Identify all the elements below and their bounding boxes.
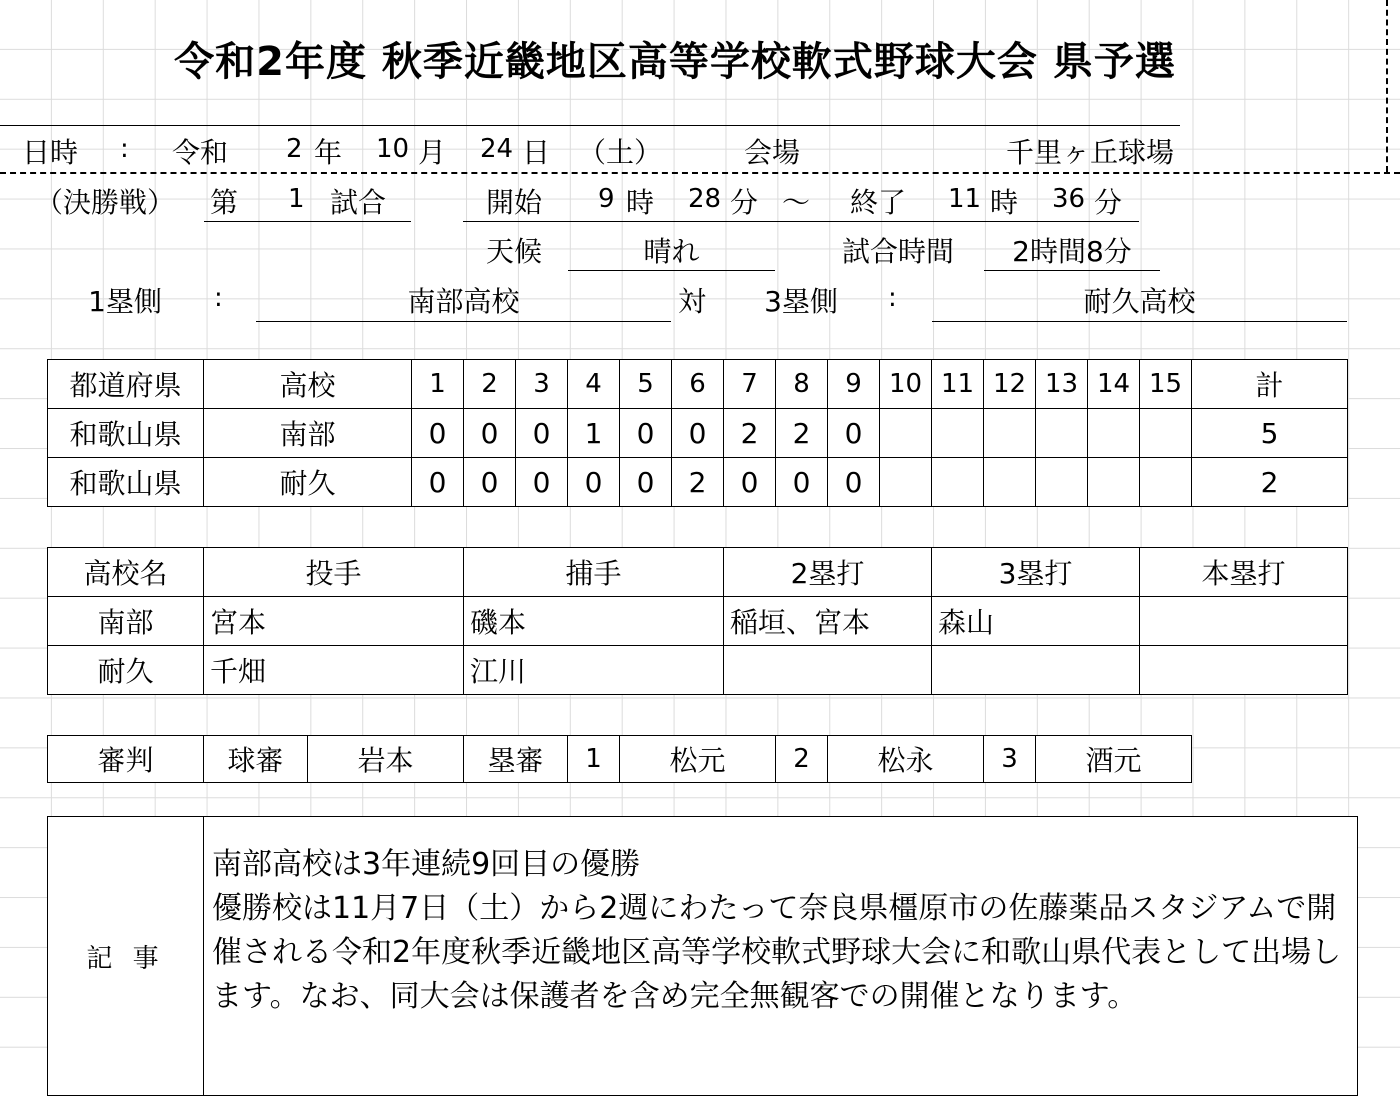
tilde: ～ [782, 186, 811, 219]
third-base-umpire: 酒元 [1036, 736, 1192, 783]
weekday: （土） [578, 136, 663, 169]
catcher: 江川 [464, 646, 724, 695]
inning-header: 9 [828, 360, 880, 409]
players-header-row [48, 548, 1348, 597]
inning-score: 0 [568, 458, 620, 507]
team-total: 5 [1192, 409, 1348, 458]
venue: 千里ヶ丘球場 [1005, 136, 1174, 169]
umpires-row [48, 736, 1192, 783]
inning-score: 0 [412, 458, 464, 507]
article-line-2: 優勝校は11月7日（土）から2週にわたって奈良県橿原市の佐藤薬品スタジアムで開催される令和2年度秋季近畿地区高等学校軟式野球大会に和歌山県代表として出場します。なお、同大会は保護者を含め完全無観客での開催となります。 [212, 891, 1342, 1014]
pitcher: 千畑 [204, 646, 464, 695]
triples [932, 646, 1140, 695]
score-row [48, 409, 1348, 458]
scoreboard-table [47, 359, 1348, 507]
base-umpire-label: 塁審 [464, 736, 568, 783]
inning-header: 11 [932, 360, 984, 409]
start-minute-unit: 分 [730, 186, 759, 219]
first-base-colon: : [214, 283, 223, 313]
pitcher: 宮本 [204, 597, 464, 646]
duration-underline [984, 270, 1160, 271]
weather-label: 天候 [486, 235, 543, 268]
header-double: 2塁打 [724, 548, 932, 597]
inning-header: 12 [984, 360, 1036, 409]
header-catcher: 捕手 [464, 548, 724, 597]
game-number: 1 [288, 184, 305, 214]
first-base-underline [256, 321, 671, 322]
inning-header: 6 [672, 360, 724, 409]
header-triple: 3塁打 [932, 548, 1140, 597]
homeruns [1140, 646, 1348, 695]
players-table [47, 547, 1348, 695]
first-base-team: 南部高校 [407, 285, 520, 318]
weather-underline [568, 270, 775, 271]
inning-score: 0 [620, 409, 672, 458]
inning-score [1140, 458, 1192, 507]
players-row [48, 646, 1348, 695]
era: 令和 [172, 136, 229, 169]
inning-score: 0 [516, 458, 568, 507]
inning-score: 0 [776, 458, 828, 507]
inning-score: 2 [776, 409, 828, 458]
second-base-umpire: 松永 [828, 736, 984, 783]
article-line-1: 南部高校は3年連続9回目の優勝 [212, 847, 641, 882]
inning-score: 0 [672, 409, 724, 458]
inning-score: 0 [828, 409, 880, 458]
inning-header: 15 [1140, 360, 1192, 409]
month: 10 [376, 134, 410, 164]
inning-header: 13 [1036, 360, 1088, 409]
inning-score [1088, 458, 1140, 507]
third-base-team: 耐久高校 [1083, 285, 1196, 318]
plate-umpire: 岩本 [308, 736, 464, 783]
date-colon: : [120, 134, 129, 164]
catcher: 磯本 [464, 597, 724, 646]
header-school-name: 高校名 [48, 548, 204, 597]
vs: 対 [678, 285, 707, 318]
third-base-underline [932, 321, 1347, 322]
team-school: 耐久 [204, 458, 412, 507]
team-pref: 和歌山県 [48, 409, 204, 458]
first-base-umpire-number: 1 [568, 736, 620, 783]
first-base-label: 1塁側 [88, 285, 162, 318]
time-underline [463, 221, 1139, 222]
inning-header: 2 [464, 360, 516, 409]
team-school: 南部 [204, 409, 412, 458]
article-label: 記 事 [48, 817, 204, 1096]
inning-score [932, 409, 984, 458]
inning-score: 2 [724, 409, 776, 458]
plate-umpire-label: 球審 [204, 736, 308, 783]
page-break-vertical [1386, 0, 1388, 172]
header-pref: 都道府県 [48, 360, 204, 409]
start-label: 開始 [486, 186, 543, 219]
inning-header: 1 [412, 360, 464, 409]
year-unit: 年 [314, 136, 343, 169]
game-underline [204, 221, 411, 222]
end-label: 終了 [850, 186, 907, 219]
end-minute-unit: 分 [1094, 186, 1123, 219]
doubles [724, 646, 932, 695]
article-body [204, 817, 1358, 1096]
inning-header: 10 [880, 360, 932, 409]
first-base-umpire: 松元 [620, 736, 776, 783]
page-break-horizontal [0, 172, 1400, 174]
year: 2 [286, 134, 303, 164]
inning-score: 2 [672, 458, 724, 507]
header-pitcher: 投手 [204, 548, 464, 597]
day-unit: 日 [522, 136, 551, 169]
inning-score: 0 [464, 458, 516, 507]
third-base-label: 3塁側 [764, 285, 838, 318]
inning-score: 0 [724, 458, 776, 507]
inning-score [1036, 458, 1088, 507]
end-minute: 36 [1052, 184, 1086, 214]
game-prefix: 第 [210, 186, 239, 219]
article-table [47, 816, 1358, 1096]
inning-score: 0 [828, 458, 880, 507]
inning-header: 7 [724, 360, 776, 409]
inning-score [932, 458, 984, 507]
duration: 2時間8分 [1012, 235, 1132, 268]
start-hour-unit: 時 [626, 186, 655, 219]
start-minute: 28 [688, 184, 722, 214]
school-name: 南部 [48, 597, 204, 646]
info-row-top-line [0, 125, 1180, 126]
inning-score [1036, 409, 1088, 458]
triples: 森山 [932, 597, 1140, 646]
inning-score: 1 [568, 409, 620, 458]
inning-score [880, 409, 932, 458]
inning-header: 8 [776, 360, 828, 409]
inning-header: 14 [1088, 360, 1140, 409]
inning-score [984, 409, 1036, 458]
header-total: 計 [1192, 360, 1348, 409]
second-base-umpire-number: 2 [776, 736, 828, 783]
team-total: 2 [1192, 458, 1348, 507]
inning-score: 0 [516, 409, 568, 458]
inning-score [880, 458, 932, 507]
homeruns [1140, 597, 1348, 646]
duration-label: 試合時間 [842, 235, 955, 268]
month-unit: 月 [418, 136, 447, 169]
end-hour-unit: 時 [990, 186, 1019, 219]
inning-score [1088, 409, 1140, 458]
header-school: 高校 [204, 360, 412, 409]
inning-score: 0 [620, 458, 672, 507]
weather: 晴れ [643, 235, 700, 268]
day: 24 [480, 134, 514, 164]
header-homerun: 本塁打 [1140, 548, 1348, 597]
game-suffix: 試合 [330, 186, 387, 219]
start-hour: 9 [598, 184, 615, 214]
end-hour: 11 [948, 184, 982, 214]
umpires-table [47, 735, 1192, 783]
inning-header: 4 [568, 360, 620, 409]
players-row [48, 597, 1348, 646]
school-name: 耐久 [48, 646, 204, 695]
umpires-label: 審判 [48, 736, 204, 783]
inning-header: 3 [516, 360, 568, 409]
round: （決勝戦） [34, 186, 175, 219]
inning-score: 0 [464, 409, 516, 458]
doubles: 稲垣、宮本 [724, 597, 932, 646]
score-row [48, 458, 1348, 507]
venue-label: 会場 [744, 136, 801, 169]
team-pref: 和歌山県 [48, 458, 204, 507]
inning-header: 5 [620, 360, 672, 409]
third-base-umpire-number: 3 [984, 736, 1036, 783]
scoreboard-header-row [48, 360, 1348, 409]
inning-score [984, 458, 1036, 507]
date-label: 日時 [22, 136, 79, 169]
inning-score: 0 [412, 409, 464, 458]
article-row [48, 817, 1358, 1096]
third-base-colon: : [888, 283, 897, 313]
page-title: 令和2年度 秋季近畿地区高等学校軟式野球大会 県予選 [174, 39, 1176, 85]
inning-score [1140, 409, 1192, 458]
